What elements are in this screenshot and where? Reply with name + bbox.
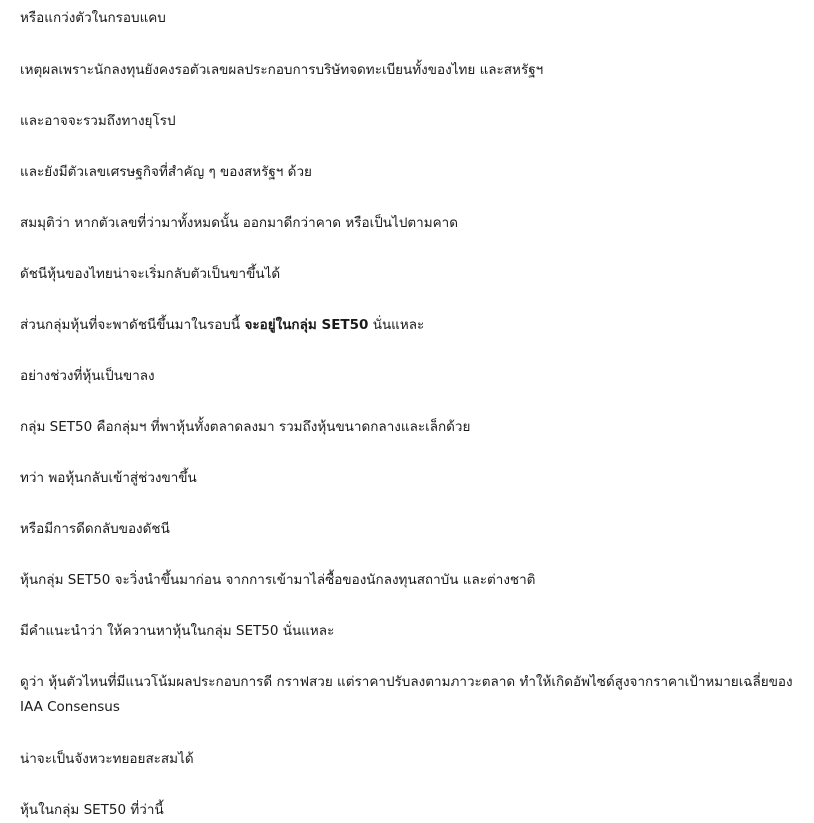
paragraph-7-bold: จะอยู่ในกลุ่ม SET50: [244, 317, 369, 333]
paragraph-8: อย่างช่วงที่หุ้นเป็นขาลง: [20, 368, 155, 384]
paragraph-10: ทว่า พอหุ้นกลับเข้าสู่ช่วงขาขึ้น: [20, 470, 197, 486]
paragraph-7-text: ส่วนกลุ่มหุ้นที่จะพาดัชนีขึ้นมาในรอบนี้: [20, 317, 245, 333]
paragraph-13: มีคำแนะนำว่า ให้ควานหาหุ้นในกลุ่ม SET50 นั่นแหละ: [20, 623, 335, 639]
paragraph-6: ดัชนีหุ้นของไทยน่าจะเริ่มกลับตัวเป็นขาขึ้นได้: [20, 266, 281, 282]
paragraph-9: กลุ่ม SET50 คือกลุ่มฯ ที่พาหุ้นทั้งตลาดลงมา รวมถึงหุ้นขนาดกลางและเล็กด้วย: [20, 419, 471, 435]
paragraph-11: หรือมีการดีดกลับของดัชนี: [20, 521, 170, 537]
paragraph-14: ดูว่า หุ้นตัวไหนที่มีแนวโน้มผลประกอบการดี กราฟสวย แต่ราคาปรับลงตามภาวะตลาด ทำให้เกิดอัพไซด์สูงจากราคาเป้าหมายเฉลี่ยของ IAA Consensus: [20, 674, 793, 715]
paragraph-1: หรือแกว่งตัวในกรอบแคบ: [20, 10, 166, 26]
paragraph-7-tail: นั่นแหละ: [368, 317, 425, 333]
paragraph-12: หุ้นกลุ่ม SET50 จะวิ่งนำขึ้นมาก่อน จากการเข้ามาไล่ซื้อของนักลงทุนสถาบัน และต่างชาติ: [20, 572, 536, 588]
paragraph-5: สมมุติว่า หากตัวเลขที่ว่ามาทั้งหมดนั้น ออกมาดีกว่าคาด หรือเป็นไปตามคาด: [20, 215, 459, 231]
paragraph-7: [20, 313, 810, 338]
paragraph-3: และอาจจะรวมถึงทางยุโรป: [20, 113, 176, 129]
paragraph-2: เหตุผลเพราะนักลงทุนยังคงรอตัวเลขผลประกอบการบริษัทจดทะเบียนทั้งของไทย และสหรัฐฯ: [20, 62, 544, 78]
paragraph-4: และยังมีตัวเลขเศรษฐกิจที่สำคัญ ๆ ของสหรัฐฯ ด้วย: [20, 164, 312, 180]
paragraph-15: น่าจะเป็นจังหวะทยอยสะสมได้: [20, 751, 194, 767]
paragraph-16: หุ้นในกลุ่ม SET50 ที่ว่านี้: [20, 802, 164, 818]
